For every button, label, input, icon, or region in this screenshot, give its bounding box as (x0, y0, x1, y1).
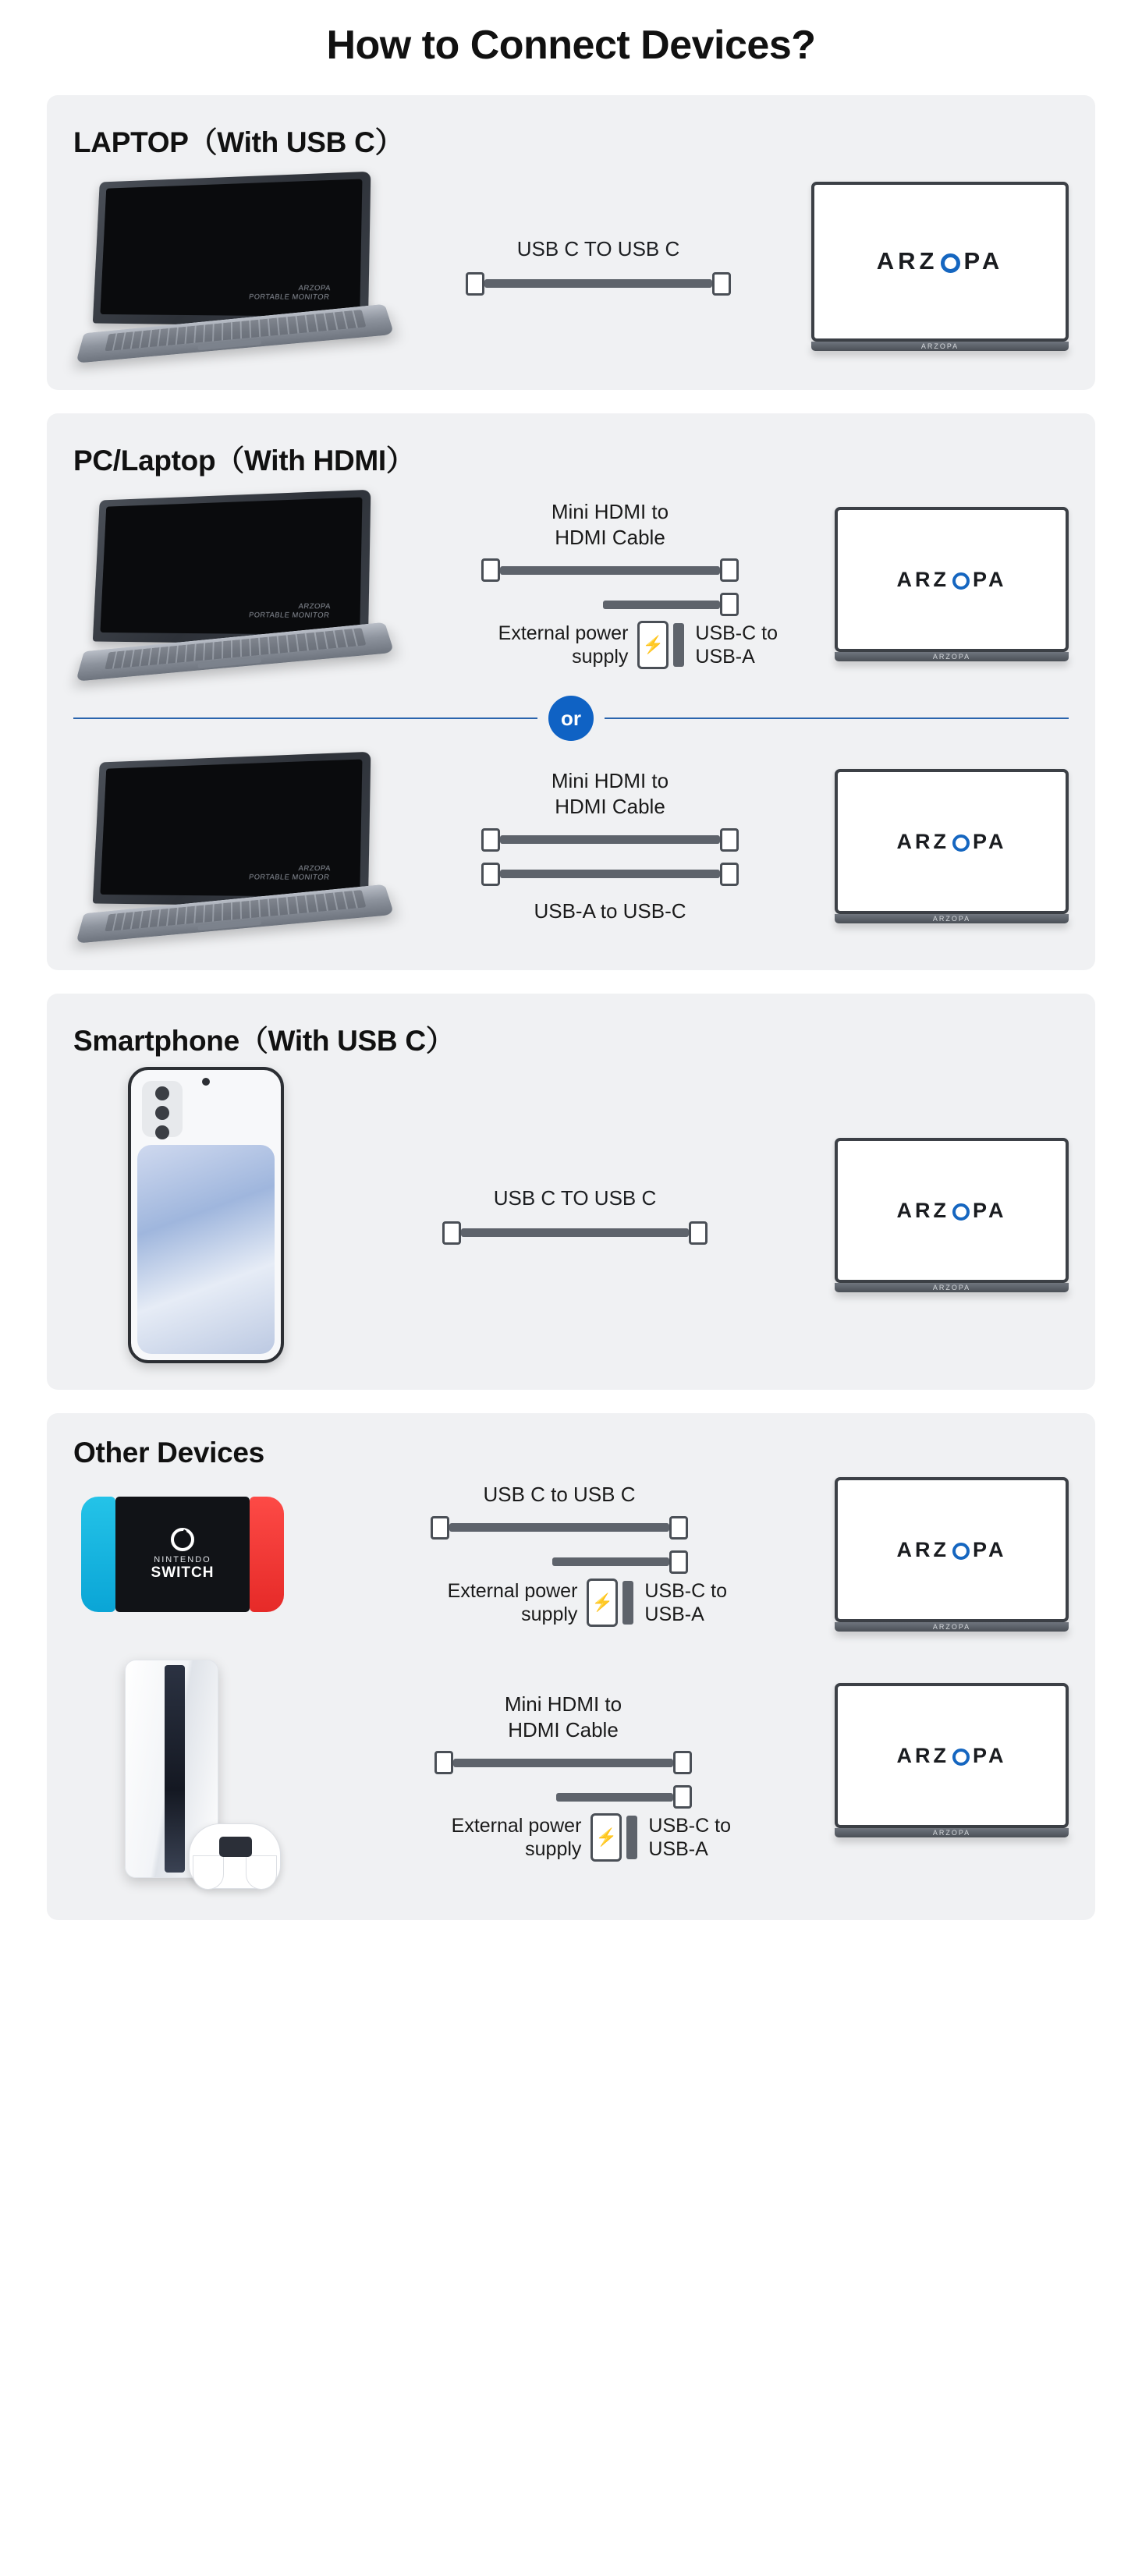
battery-icon: ⚡ (637, 621, 669, 669)
cable-branch (626, 1816, 637, 1859)
controller-grip-right (246, 1855, 277, 1890)
connection-row (73, 168, 1069, 363)
monitor-stand (835, 1622, 1069, 1632)
cable-label-line2: HDMI Cable (555, 795, 665, 819)
monitor-stand-label: ARZOPA (932, 1623, 971, 1631)
cable-group-ps5 (395, 1692, 731, 1862)
plug-right-icon (669, 1516, 688, 1540)
phone-display (137, 1145, 275, 1354)
monitor-brand-logo (896, 568, 1006, 592)
cable-wire (500, 870, 720, 878)
usb-label-line2: USB-A (644, 1603, 704, 1625)
ps5-center-panel (165, 1665, 185, 1873)
monitor-brand-logo (896, 830, 1006, 854)
power-label-line1: External power (498, 622, 629, 645)
nintendo-switch-illustration (81, 1497, 284, 1612)
or-divider (73, 696, 1069, 741)
cable-label-line2: HDMI Cable (508, 1718, 619, 1742)
power-label-line2: supply (521, 1603, 578, 1625)
page-title: How to Connect Devices? (326, 23, 816, 68)
laptop-screen (93, 752, 371, 907)
monitor-stand-label: ARZOPA (932, 1829, 971, 1837)
monitor-bezel (811, 182, 1069, 342)
usb-label-line1: USB-C to (644, 1579, 727, 1602)
usb-label-line1: USB-C to (648, 1815, 731, 1837)
plug-left-icon (466, 272, 484, 296)
brand-text-part2: PA (972, 1743, 1007, 1767)
monitor-bezel (835, 507, 1069, 652)
ps5-controller (189, 1823, 281, 1889)
plug-right-icon (673, 1785, 692, 1809)
usb-label-line1: USB-C to (695, 622, 778, 645)
plug-right-icon (689, 1221, 708, 1245)
brand-o-icon (952, 572, 970, 590)
section-pc-hdmi (47, 413, 1095, 970)
section-title: PC/Laptop（With HDMI） (73, 445, 415, 477)
connection-row-option-b (73, 749, 1069, 944)
section-title: LAPTOP（With USB C） (73, 126, 404, 158)
cable-hdmi (481, 558, 739, 582)
laptop-illustration (73, 168, 385, 363)
plug-right-icon (673, 1751, 692, 1774)
power-supply-label (452, 1814, 582, 1861)
cable-branch (673, 623, 684, 667)
monitor-brand-logo (896, 1538, 1006, 1562)
switch-brand-line2: SWITCH (151, 1564, 215, 1581)
plug-right-icon (720, 828, 739, 852)
brand-text-part1: ARZ (896, 1743, 949, 1767)
monitor-stand-label: ARZOPA (932, 915, 971, 923)
power-label-line1: External power (447, 1579, 578, 1602)
battery-icon: ⚡ (591, 1813, 622, 1862)
usb-adapter-label (644, 1579, 727, 1626)
monitor-brand-logo (877, 247, 1003, 275)
monitor-stand-label: ARZOPA (920, 342, 959, 350)
cable-label-hdmi (442, 768, 778, 820)
cable-group-two-cables (442, 768, 778, 924)
brand-text-part2: PA (972, 1198, 1007, 1222)
cable-usbc-to-usbc (466, 272, 731, 296)
laptop-illustration (73, 487, 385, 682)
section-title: Other Devices (73, 1437, 264, 1469)
divider-line-left (73, 718, 537, 719)
power-supply-label (448, 1579, 578, 1626)
brand-text-part2: PA (972, 1537, 1007, 1561)
power-label-line2: supply (525, 1838, 582, 1861)
monitor-stand (811, 342, 1069, 351)
power-label-line1: External power (451, 1815, 582, 1837)
cable-label-usb: USB-A to USB-C (534, 898, 686, 923)
connection-row-option-a (73, 487, 1069, 682)
joycon-right (250, 1497, 284, 1612)
monitor-stand (835, 914, 1069, 923)
usb-label-line2: USB-A (648, 1838, 708, 1861)
brand-o-icon (952, 834, 970, 852)
brand-text-part2: PA (972, 829, 1007, 853)
cable-usb (481, 863, 739, 886)
plug-left-icon (434, 1751, 453, 1774)
cable-hdmi (481, 828, 739, 852)
section-smartphone-usbc (47, 994, 1095, 1390)
battery-icon: ⚡ (587, 1579, 618, 1627)
monitor-bezel (835, 1477, 1069, 1622)
power-supply-group (442, 621, 778, 669)
switch-screen (115, 1497, 250, 1612)
plug-left-icon (481, 863, 500, 886)
brand-text-part1: ARZ (896, 567, 949, 591)
brand-text-part2: PA (972, 567, 1007, 591)
cable-power-branch (434, 1785, 692, 1809)
cable-usbc-to-usbc (442, 1221, 708, 1245)
switch-brand-line1: NINTENDO (154, 1554, 211, 1564)
laptop-screen-logo: ARZOPA PORTABLE MONITOR (248, 601, 332, 619)
arzopa-monitor (835, 1477, 1069, 1632)
monitor-stand-label: ARZOPA (932, 1284, 971, 1292)
monitor-brand-logo (896, 1199, 1006, 1223)
power-label-line2: supply (572, 646, 629, 668)
brand-text-part1: ARZ (896, 1198, 949, 1222)
cable-group-usbc (315, 1185, 835, 1244)
arzopa-monitor (811, 182, 1069, 351)
cable-wire (552, 1557, 669, 1566)
monitor-bezel (835, 769, 1069, 914)
cable-wire (500, 835, 720, 844)
brand-o-icon (952, 1203, 970, 1221)
cable-wire (484, 279, 712, 288)
section-other-devices (47, 1413, 1095, 1920)
plug-left-icon (481, 828, 500, 852)
cable-wire (453, 1759, 673, 1767)
playstation5-illustration (89, 1660, 292, 1894)
plug-right-icon (712, 272, 731, 296)
cable-wire (461, 1228, 689, 1237)
cable-label-line1: Mini HDMI to (504, 1692, 622, 1716)
power-supply-group (395, 1813, 731, 1862)
plug-right-icon (720, 593, 739, 616)
brand-o-icon (952, 1543, 970, 1560)
divider-line-right (605, 718, 1069, 719)
brand-o-icon (941, 253, 960, 273)
cable-group-switch (392, 1482, 727, 1626)
controller-grip-left (193, 1855, 224, 1890)
laptop-screen-logo: ARZOPA PORTABLE MONITOR (248, 283, 332, 301)
monitor-stand (835, 1283, 1069, 1292)
monitor-brand-logo (896, 1744, 1006, 1768)
usb-adapter-label (695, 622, 778, 668)
phone-rear-camera-icon (142, 1081, 183, 1137)
switch-logo-icon (171, 1528, 194, 1551)
smartphone-illustration (128, 1067, 284, 1363)
laptop-illustration (73, 749, 385, 944)
cable-group-usbc (385, 236, 811, 295)
monitor-bezel (835, 1683, 1069, 1828)
arzopa-monitor (835, 769, 1069, 923)
cable-label-line2: HDMI Cable (555, 526, 665, 549)
laptop-screen (93, 490, 371, 645)
cable-label: USB C to USB C (483, 1483, 636, 1507)
cable-label-hdmi (395, 1692, 731, 1744)
cable-label-line1: Mini HDMI to (551, 499, 669, 523)
power-supply-group (392, 1579, 727, 1627)
cable-label-hdmi (442, 499, 778, 551)
brand-text-part1: ARZ (896, 829, 949, 853)
cable-usbc (431, 1516, 688, 1540)
brand-text-part1: ARZ (876, 247, 938, 275)
monitor-stand (835, 1828, 1069, 1837)
section-title: Smartphone（With USB C） (73, 1025, 455, 1057)
plug-right-icon (720, 863, 739, 886)
arzopa-monitor (835, 1683, 1069, 1837)
joycon-left (81, 1497, 115, 1612)
power-supply-label (498, 622, 629, 668)
cable-group-hdmi-power (442, 499, 778, 670)
cable-label: USB C TO USB C (516, 237, 680, 261)
cable-label-line1: Mini HDMI to (551, 769, 669, 793)
cable-wire (556, 1793, 673, 1802)
monitor-stand-label: ARZOPA (932, 653, 971, 661)
cable-wire (500, 566, 720, 575)
cable-branch (622, 1581, 633, 1625)
arzopa-monitor (835, 507, 1069, 661)
cable-usb-power (481, 593, 739, 616)
phone-camera-icon (202, 1078, 210, 1086)
brand-text-part2: PA (963, 247, 1004, 275)
monitor-stand (835, 652, 1069, 661)
connection-row-ps5 (73, 1660, 1069, 1894)
cable-wire (449, 1523, 669, 1532)
cable-label: USB C TO USB C (493, 1186, 657, 1210)
brand-text-part1: ARZ (896, 1537, 949, 1561)
brand-o-icon (952, 1749, 970, 1766)
plug-right-icon (669, 1550, 688, 1574)
plug-left-icon (442, 1221, 461, 1245)
arzopa-monitor (835, 1138, 1069, 1292)
laptop-screen-logo: ARZOPA PORTABLE MONITOR (248, 863, 332, 881)
or-badge: or (548, 696, 594, 741)
usb-adapter-label (648, 1814, 731, 1861)
plug-left-icon (431, 1516, 449, 1540)
controller-touchpad (219, 1837, 252, 1857)
connection-row-switch (73, 1477, 1069, 1632)
monitor-bezel (835, 1138, 1069, 1283)
laptop-screen (93, 172, 371, 327)
plug-right-icon (720, 558, 739, 582)
usb-label-line2: USB-A (695, 646, 755, 668)
plug-left-icon (481, 558, 500, 582)
section-laptop-usbc (47, 95, 1095, 390)
cable-wire (603, 601, 720, 609)
connection-row (73, 1067, 1069, 1363)
cable-hdmi (434, 1751, 692, 1774)
cable-power-branch (431, 1550, 688, 1574)
